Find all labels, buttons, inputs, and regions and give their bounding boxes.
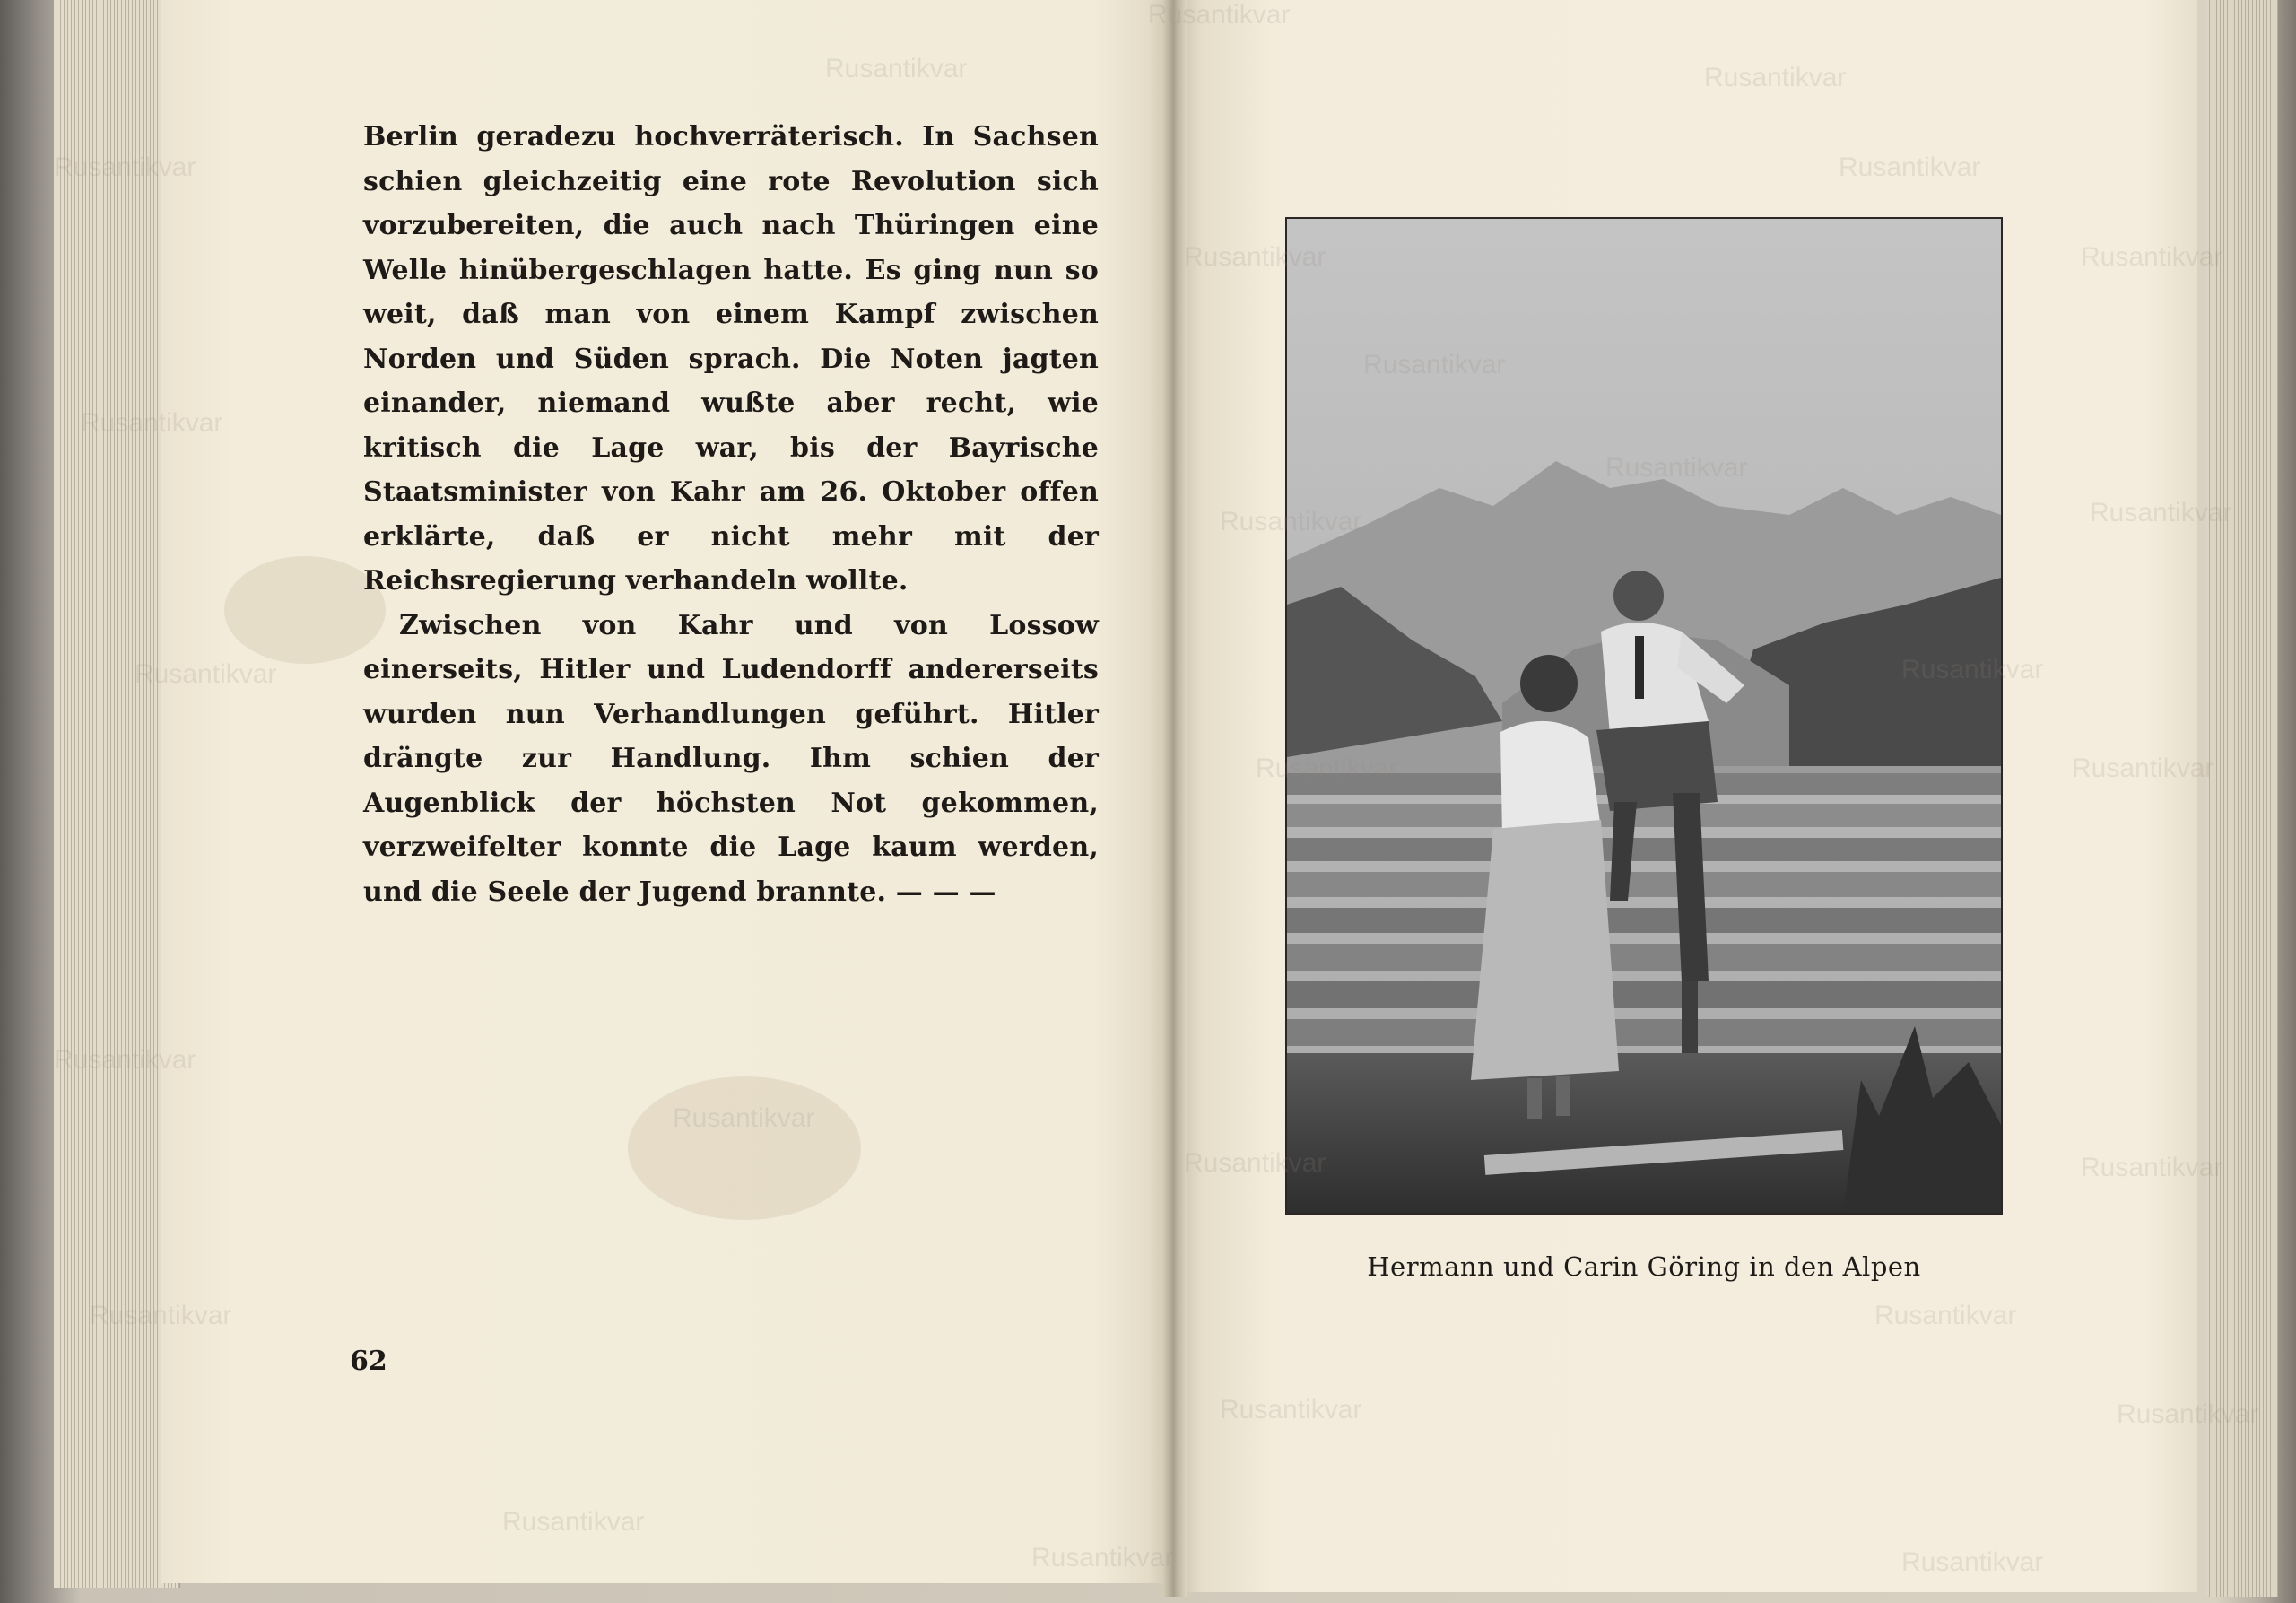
book-gutter bbox=[1162, 0, 1187, 1597]
paragraph-1: Berlin geradezu hochverräterisch. In Sachsen schien gleichzeitig eine rote Revolution sich vorzubereiten, die auch nach Thüringen eine Welle hinübergeschlagen hatte. Es ging nun so weit, daß man von einem Kampf zwischen Norden und Süden sprach. Die Noten jagten einander, niemand wußte aber recht, wie kritisch die Lage war, bis der Bayrische Staatsminister von Kahr am 26. Oktober offen erklärte, daß er nicht mehr mit der Reichsregierung verhandeln wollte. bbox=[363, 121, 1099, 597]
photo-caption: Hermann und Carin Göring in den Alpen bbox=[1367, 1251, 1921, 1282]
paper-stain bbox=[628, 1076, 861, 1220]
body-text bbox=[363, 115, 1099, 914]
photograph bbox=[1285, 217, 2003, 1215]
paper-stain bbox=[224, 556, 386, 664]
right-page-edges bbox=[2206, 0, 2278, 1597]
photo-illustration bbox=[1287, 219, 2001, 1213]
paragraph-2: Zwischen von Kahr und von Lossow einerseits, Hitler und Ludendorff andererseits wurden nun Verhandlungen geführt. Hitler drängte zur Handlung. Ihm schien der Augenblick der höchsten Not gekommen, verzweifelter konnte die Lage kaum werden, und die Seele der Jugend brannte. — — — bbox=[363, 609, 1099, 908]
page-number: 62 bbox=[350, 1346, 387, 1377]
